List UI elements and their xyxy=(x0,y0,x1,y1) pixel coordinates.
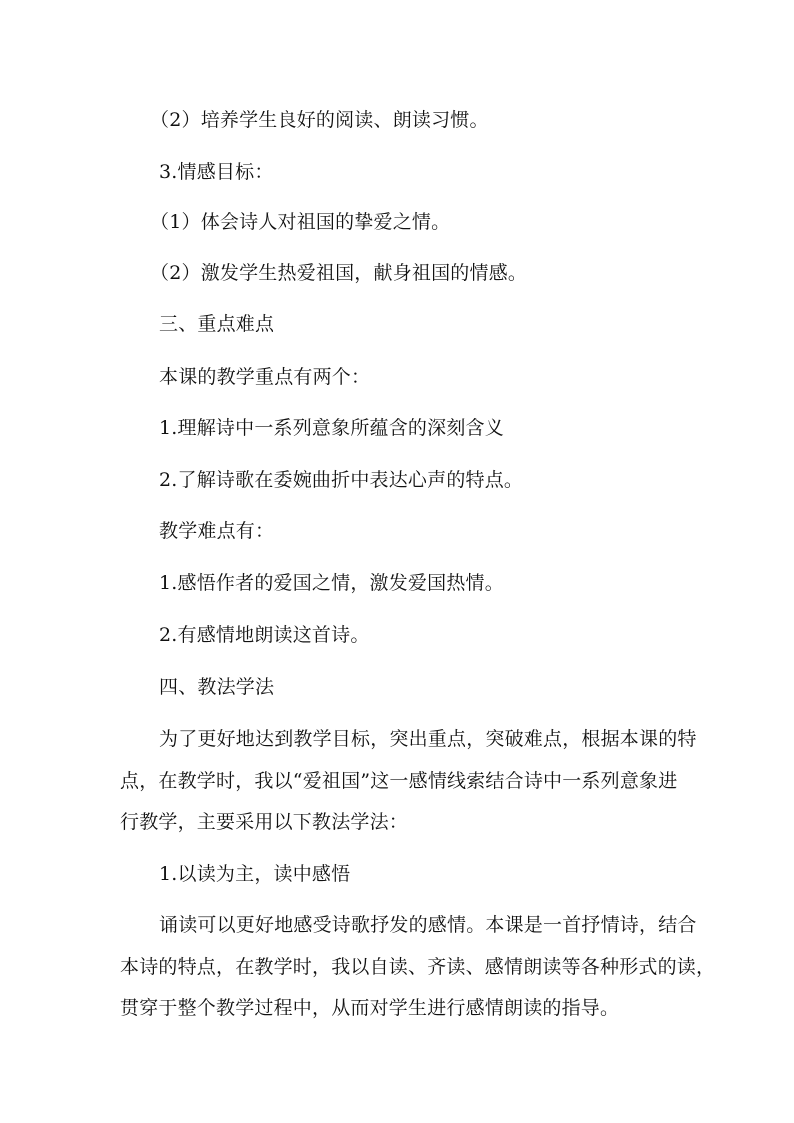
sub-item-patriotism: （2）激发学生热爱祖国，献身祖国的情感。 xyxy=(150,262,528,284)
method-1-paragraph-line-3: 贯穿于整个教学过程中，从而对学生进行感情朗读的指导。 xyxy=(120,997,620,1019)
difficulty-2: 2.有感情地朗读这首诗。 xyxy=(159,624,370,646)
method-1-heading: 1.以读为主，读中感悟 xyxy=(159,863,351,885)
sub-item-love-of-country: （1）体会诗人对祖国的挚爱之情。 xyxy=(150,211,451,233)
key-point-2: 2.了解诗歌在委婉曲折中表达心声的特点。 xyxy=(159,469,524,491)
difficulty-1: 1.感悟作者的爱国之情，激发爱国热情。 xyxy=(159,572,504,594)
difficulties-intro: 教学难点有： xyxy=(159,520,275,542)
methods-paragraph-line-1: 为了更好地达到教学目标，突出重点，突破难点，根据本课的特 xyxy=(159,728,697,750)
methods-paragraph-line-3: 行教学，主要采用以下教法学法： xyxy=(120,811,409,833)
section-heading-key-points: 三、重点难点 xyxy=(159,313,275,335)
emotion-goal-heading: 3.情感目标： xyxy=(159,161,274,183)
key-point-1: 1.理解诗中一系列意象所蕴含的深刻含义 xyxy=(159,417,504,439)
key-points-intro: 本课的教学重点有两个： xyxy=(159,366,371,388)
sub-item-reading-habits: （2）培养学生良好的阅读、朗读习惯。 xyxy=(150,109,489,131)
method-1-paragraph-line-2: 本诗的特点，在教学时，我以自读、齐读、感情朗读等各种形式的读， xyxy=(120,956,716,978)
methods-paragraph-line-2: 点，在教学时，我以“爱祖国”这一感情线索结合诗中一系列意象进 xyxy=(120,770,678,792)
section-heading-methods: 四、教法学法 xyxy=(159,676,275,698)
method-1-paragraph-line-1: 诵读可以更好地感受诗歌抒发的感情。本课是一首抒情诗，结合 xyxy=(159,914,697,936)
